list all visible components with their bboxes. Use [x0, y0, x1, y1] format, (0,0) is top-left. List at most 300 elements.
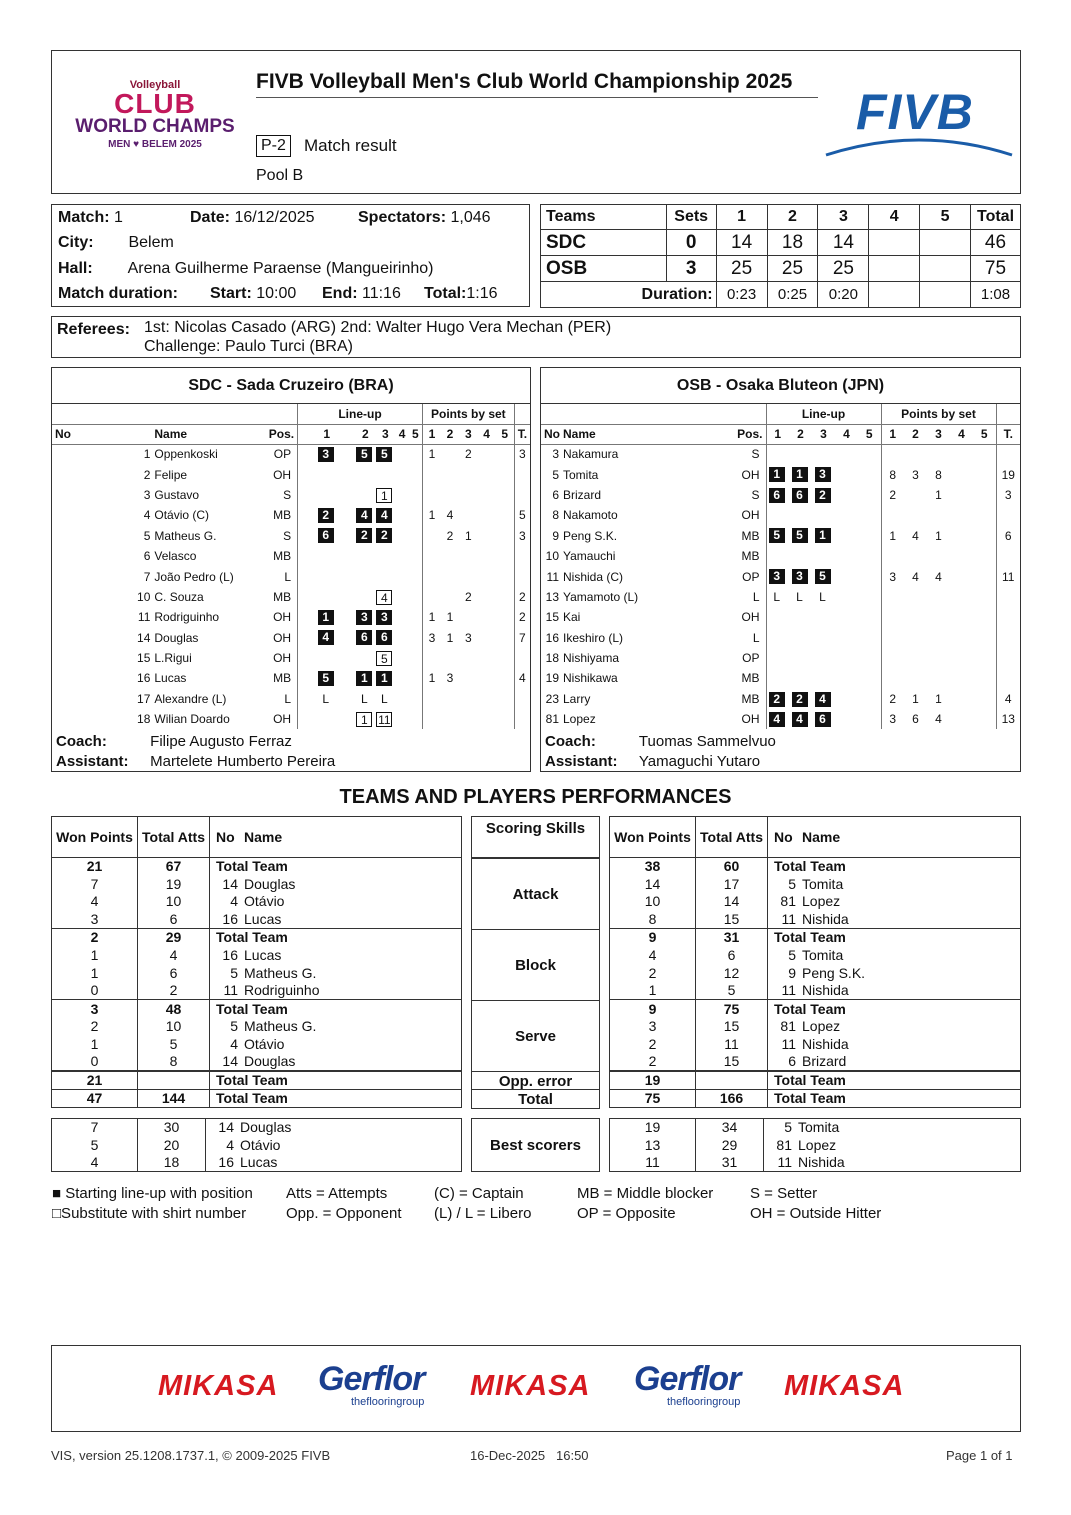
- total-points: [996, 607, 1020, 627]
- lineup-marker: 2: [356, 528, 372, 543]
- player-row: [541, 526, 1020, 546]
- match-info: Match: 1 Date: 16/12/2025 Spectators: 1,046 City: Belem Hall: Arena Guilherme Paraense (Mangueirinho) Match duration: Start: 10:00 End: 11:16 Total:1:16: [51, 204, 530, 307]
- set-points: 2: [464, 447, 472, 462]
- player-name: C. Souza: [154, 589, 204, 604]
- set-points: [477, 505, 495, 525]
- player-number: 6: [552, 487, 559, 502]
- set-points: [904, 668, 927, 688]
- set-points: 2: [446, 528, 454, 543]
- player-stat-row: [610, 982, 1021, 1000]
- set-points: [496, 566, 514, 586]
- lineup-marker: L: [796, 589, 803, 604]
- total-points: [514, 485, 530, 505]
- total-points: [514, 464, 530, 484]
- player-row: [52, 485, 530, 505]
- performance-title: TEAMS AND PLAYERS PERFORMANCES: [339, 786, 732, 808]
- set-points: [459, 464, 477, 484]
- player-name: Otávio: [244, 893, 285, 910]
- set-points: [973, 628, 996, 648]
- won-points: 1: [52, 946, 138, 964]
- set-points: [973, 689, 996, 709]
- city: Belem: [128, 234, 174, 251]
- set-points: [496, 628, 514, 648]
- set-points: [477, 587, 495, 607]
- player-position: OP: [742, 651, 760, 666]
- set-points: [422, 526, 440, 546]
- player-name: Lucas: [244, 946, 282, 963]
- player-position: L: [752, 589, 760, 604]
- team-total-row: [610, 1071, 1021, 1090]
- set-points: [459, 485, 477, 505]
- set-points: [496, 648, 514, 668]
- lineup-marker: 3: [318, 447, 334, 462]
- player-number: 5: [143, 528, 151, 543]
- player-stat-row: [52, 893, 462, 911]
- total-attempts: 18: [138, 1154, 206, 1172]
- set-points: [927, 628, 950, 648]
- player-name: Velasco: [154, 549, 197, 564]
- set-points: [441, 709, 459, 729]
- set-points: 1: [935, 691, 942, 706]
- set-points: 1: [935, 487, 942, 502]
- player-name: Otávio (C): [154, 508, 210, 523]
- team-b-roster: OSB - Osaka Bluteon (JPN) Line-up Points by set No Name Pos. 1 2 3 4 5 1 2 3 4 5 T. 3 Nakamura S 5 Tomita OH 1 1 3 8 3 8 19 6 Brizard S 6 6 2 2 1 3 8 Nakamoto OH 9 Peng S.K. MB 5 5 1 1 4 1 6 10 Yamauchi MB 11 Nishida (C) OP 3 3 5 3 4 4 11 13 Yamamoto (L) L L L L 15 Kai OH 16 Ikeshiro (L) L 18 Nishiyama OP 19 Nishikawa MB 23 Larry MB 2 2 4 2 1 1 4 81 Lopez OH 4 4 6 3 6 4 13 Coach: Tuomas Sammelvuo Assistant: Yamaguchi Yutaro: [540, 367, 1021, 772]
- total-attempts: 2: [138, 982, 210, 1000]
- won-points: 2: [610, 1035, 696, 1053]
- player-name: Lucas: [244, 911, 282, 928]
- player-number: 9: [552, 528, 559, 543]
- won-points: 11: [610, 1154, 696, 1172]
- player-row: [52, 648, 530, 668]
- set-points: [927, 505, 950, 525]
- total-attempts: 34: [696, 1119, 764, 1137]
- set-points: [973, 464, 996, 484]
- hall: Arena Guilherme Paraense (Mangueirinho): [127, 260, 434, 277]
- player-row: [541, 607, 1020, 627]
- won-points: 7: [52, 1119, 138, 1137]
- end-time: 11:16: [362, 285, 401, 302]
- sets-score-table: [540, 204, 1021, 308]
- roster-group-header: Line-up Points by set: [52, 404, 530, 424]
- lineup-marker: 2: [769, 692, 785, 707]
- lineup-marker: 3: [376, 610, 392, 625]
- footer-timestamp: 16-Dec-2025 16:50: [470, 1448, 589, 1463]
- total-attempts: 6: [696, 946, 768, 964]
- total-attempts: 67: [138, 858, 210, 876]
- won-points: 19: [610, 1071, 696, 1090]
- player-position: S: [283, 528, 292, 543]
- sets-team-row: OSB 3 25 25 25 75: [541, 256, 1021, 282]
- set-points: [973, 668, 996, 688]
- total-points: 3: [514, 444, 530, 464]
- shirt-number: 5: [230, 1018, 238, 1035]
- player-name: Total Team: [216, 1072, 288, 1089]
- player-stat-row: [52, 875, 462, 893]
- set-points: [477, 566, 495, 586]
- shirt-number: 6: [788, 1053, 796, 1070]
- set-points: [496, 607, 514, 627]
- player-row: [541, 485, 1020, 505]
- player-position: OH: [741, 467, 760, 482]
- total-attempts: 15: [696, 1018, 768, 1036]
- start-time: 10:00: [256, 285, 297, 302]
- set-points: [881, 444, 904, 464]
- lineup-marker: L: [773, 589, 781, 604]
- total-attempts: 29: [138, 929, 210, 947]
- set-points: [422, 566, 440, 586]
- lineup-marker: 1: [376, 488, 392, 503]
- coach-name: Tuomas Sammelvuo: [638, 733, 776, 750]
- total-points: 3: [514, 526, 530, 546]
- report-code: P-2: [256, 135, 291, 157]
- player-number: 11: [546, 569, 559, 584]
- set-points: [477, 464, 495, 484]
- player-position: OH: [273, 712, 292, 727]
- won-points: 9: [610, 929, 696, 947]
- set-points: [459, 546, 477, 566]
- shirt-number: 11: [781, 982, 796, 999]
- team-a-performance-table: [51, 816, 462, 1108]
- player-name: Nishida: [802, 911, 849, 928]
- won-points: 38: [610, 858, 696, 876]
- set-points: [422, 587, 440, 607]
- player-name: Alexandre (L): [154, 691, 227, 706]
- player-name: Douglas: [244, 875, 296, 892]
- player-row: [52, 566, 530, 586]
- won-points: 0: [52, 982, 138, 1000]
- won-points: 7: [52, 875, 138, 893]
- player-row: [541, 566, 1020, 586]
- player-position: OH: [273, 610, 292, 625]
- set-points: 1: [464, 528, 472, 543]
- set-points: [973, 526, 996, 546]
- roster-group-header: Line-up Points by set: [541, 404, 1020, 424]
- player-position: OH: [741, 610, 760, 625]
- player-row: [541, 668, 1020, 688]
- team-b-roster-table: [541, 404, 1020, 729]
- player-number: 7: [143, 569, 151, 584]
- set-points: [904, 607, 927, 627]
- lineup-marker: 1: [356, 671, 372, 686]
- total-points: 2: [514, 607, 530, 627]
- won-points: 9: [610, 1000, 696, 1018]
- won-points: 3: [52, 1000, 138, 1018]
- won-points: 47: [52, 1090, 138, 1108]
- lineup-marker: 4: [815, 692, 831, 707]
- total-attempts: 10: [138, 893, 210, 911]
- team-total-row: [52, 858, 462, 876]
- team-a-roster: SDC - Sada Cruzeiro (BRA) Line-up Points by set No Name Pos. 1 2 3 4 5 1 2 3 4 5 T. 1 Oppenkoski OP 3 5 5 1 2 3 2 Felipe OH 3 Gustavo S 1 4 Otávio (C) MB 2 4 4 1 4 5 5 Matheus G. S 6 2 2 2 1 3 6 Velasco MB 7 João Pedro (L) L 10 C. Souza MB 4 2 2 11 Rodriguinho OH 1 3 3 1 1 2 14 Douglas OH 4 6 6 3 1 3 7 15 L.Rigui OH 5 16 Lucas MB 5 1 1 1 3 4 17 Alexandre (L) L L L L 18 Wilian Doardo OH 1 11 Coach: Filipe Augusto Ferraz Assistant: Martelete Humberto Pereira: [51, 367, 531, 772]
- player-position: S: [283, 487, 292, 502]
- player-row: [541, 628, 1020, 648]
- total-points: 19: [996, 464, 1020, 484]
- team-b-performance-table: [609, 816, 1021, 1108]
- set-points: [422, 464, 440, 484]
- total-points: 13: [996, 709, 1020, 729]
- shirt-number: 14: [222, 875, 238, 892]
- skill-attack: Attack: [471, 858, 600, 930]
- lineup-marker: 3: [769, 569, 785, 584]
- shirt-number: 11: [781, 1035, 796, 1052]
- set-points: [496, 505, 514, 525]
- lineup-marker: 5: [356, 447, 372, 462]
- player-name: Total Team: [774, 1090, 846, 1107]
- set-points: [422, 485, 440, 505]
- shirt-number: 16: [222, 946, 238, 963]
- won-points: 2: [610, 1053, 696, 1071]
- won-points: 5: [52, 1136, 138, 1154]
- player-number: 3: [143, 487, 151, 502]
- total-attempts: 30: [138, 1119, 206, 1137]
- total-attempts: 31: [696, 1154, 764, 1172]
- total-attempts: 8: [138, 1053, 210, 1071]
- lineup-marker: 5: [376, 447, 392, 462]
- won-points: 4: [52, 893, 138, 911]
- won-points: 21: [52, 1071, 138, 1090]
- player-name: Matheus G.: [244, 1018, 317, 1035]
- set-points: [496, 709, 514, 729]
- total-attempts: 5: [696, 982, 768, 1000]
- fivb-swoosh-icon: [824, 83, 1014, 163]
- set-points: [927, 648, 950, 668]
- player-row: [52, 628, 530, 648]
- set-points: [459, 668, 477, 688]
- total-attempts: 6: [138, 911, 210, 929]
- player-name: João Pedro (L): [154, 569, 234, 584]
- set-points: [950, 526, 973, 546]
- total-points: 4: [996, 689, 1020, 709]
- set-points: [950, 709, 973, 729]
- player-stat-row: [52, 1018, 462, 1036]
- lineup-marker: 6: [376, 630, 392, 645]
- player-position: MB: [741, 691, 760, 706]
- assistant-name: Martelete Humberto Pereira: [150, 753, 336, 770]
- set-points: 3: [446, 671, 454, 686]
- player-stat-row: [52, 1035, 462, 1053]
- total-points: [996, 648, 1020, 668]
- lineup-marker: 3: [792, 569, 808, 584]
- total-points: [514, 546, 530, 566]
- player-row: [52, 444, 530, 464]
- player-row: [541, 444, 1020, 464]
- player-name: Lopez: [802, 1018, 841, 1035]
- set-points: 1: [422, 607, 440, 627]
- player-name: Total Team: [774, 1000, 846, 1017]
- lineup-marker: 2: [792, 692, 808, 707]
- fivb-logo: FIVB: [824, 83, 1014, 163]
- player-stat-row: [52, 1053, 462, 1071]
- player-row: [52, 526, 530, 546]
- lineup-marker: L: [360, 691, 368, 706]
- player-number: 18: [137, 712, 151, 727]
- set-points: [477, 709, 495, 729]
- team-total-row: [52, 1090, 462, 1108]
- best-scorer-row: [610, 1119, 1021, 1137]
- total-points: [514, 709, 530, 729]
- player-stat-row: [52, 964, 462, 982]
- lineup-marker: 1: [769, 467, 785, 482]
- set-points: [973, 709, 996, 729]
- team-a-roster-table: [52, 404, 530, 729]
- gerflor-logo: Gerflor theflooringroup: [634, 1360, 741, 1408]
- set-points: [950, 689, 973, 709]
- player-number: 81: [545, 712, 559, 727]
- set-points: [496, 464, 514, 484]
- coach-name: Filipe Augusto Ferraz: [150, 733, 292, 750]
- set-points: [477, 485, 495, 505]
- set-points: [950, 648, 973, 668]
- set-points: [496, 526, 514, 546]
- player-name: Kai: [563, 610, 581, 625]
- won-points: 19: [610, 1119, 696, 1137]
- shirt-number: 5: [788, 875, 796, 892]
- player-row: [541, 709, 1020, 729]
- player-position: S: [751, 487, 760, 502]
- total-attempts: 75: [696, 1000, 768, 1018]
- legend-roles: (C) = Captain (L) / L = Libero: [434, 1185, 532, 1222]
- player-name: Yamamoto (L): [563, 589, 639, 604]
- set-points: [973, 485, 996, 505]
- player-name: Nakamoto: [563, 508, 618, 523]
- set-points: [950, 566, 973, 586]
- lineup-marker: L: [819, 589, 826, 604]
- assistant-name: Yamaguchi Yutaro: [638, 753, 761, 770]
- player-name: Yamauchi: [563, 549, 616, 564]
- pool-label: Pool B: [256, 167, 304, 184]
- set-points: 4: [912, 528, 919, 543]
- lineup-marker: 1: [792, 467, 808, 482]
- total-attempts: 15: [696, 1053, 768, 1071]
- lineup-marker: 5: [769, 528, 785, 543]
- total-attempts: 20: [138, 1136, 206, 1154]
- player-position: MB: [273, 549, 292, 564]
- match-date: 16/12/2025: [234, 209, 315, 226]
- set-points: [904, 485, 927, 505]
- lineup-marker: 6: [356, 630, 372, 645]
- shirt-number: 5: [788, 946, 796, 963]
- mikasa-logo: MIKASA: [784, 1370, 905, 1402]
- player-name: Nishida: [798, 1154, 845, 1171]
- won-points: 13: [610, 1136, 696, 1154]
- skill-block: Block: [471, 929, 600, 1001]
- set-points: [477, 607, 495, 627]
- player-name: Lucas: [154, 671, 187, 686]
- set-points: [477, 628, 495, 648]
- player-row: [541, 689, 1020, 709]
- total-attempts: 6: [138, 964, 210, 982]
- total-points: [996, 505, 1020, 525]
- shirt-number: 9: [788, 964, 796, 981]
- set-points: 1: [935, 528, 942, 543]
- team-a-best-scorers: [51, 1118, 462, 1172]
- player-row: [52, 668, 530, 688]
- player-number: 3: [552, 447, 559, 462]
- player-name: Total Team: [216, 1000, 288, 1017]
- set-points: [496, 485, 514, 505]
- lineup-marker: 4: [376, 508, 392, 523]
- set-points: [950, 668, 973, 688]
- player-stat-row: [610, 1053, 1021, 1071]
- player-row: [52, 464, 530, 484]
- won-points: 10: [610, 893, 696, 911]
- set-points: [950, 607, 973, 627]
- set-points: [441, 587, 459, 607]
- roster-column-header: No Name Pos. 1 2 3 4 5 1 2 3 4 5 T.: [52, 424, 530, 444]
- sponsors-banner: [51, 1345, 1021, 1432]
- player-position: MB: [273, 508, 292, 523]
- player-name: Brizard: [802, 1053, 847, 1070]
- lineup-marker: 3: [356, 610, 372, 625]
- sets-duration-row: Duration: 0:23 0:25 0:20 1:08: [541, 282, 1021, 308]
- set-points: [477, 546, 495, 566]
- set-points: 1: [446, 630, 454, 645]
- set-points: [496, 689, 514, 709]
- total-attempts: 14: [696, 893, 768, 911]
- set-points: [422, 689, 440, 709]
- player-stat-row: [610, 875, 1021, 893]
- player-name: Nishikawa: [563, 671, 618, 686]
- player-name: Lucas: [240, 1154, 278, 1171]
- set-points: [973, 566, 996, 586]
- player-number: 11: [137, 610, 151, 625]
- total-attempts: 19: [138, 875, 210, 893]
- player-number: 18: [545, 651, 559, 666]
- player-number: 5: [552, 467, 559, 482]
- total-points: 5: [514, 505, 530, 525]
- player-name: Nishida: [802, 982, 849, 999]
- total-attempts: 48: [138, 1000, 210, 1018]
- set-points: [881, 546, 904, 566]
- player-position: MB: [741, 549, 760, 564]
- player-name: Nakamura: [563, 447, 619, 462]
- shirt-number: 16: [222, 911, 238, 928]
- skill-opp-error: Opp. error: [471, 1071, 600, 1090]
- player-name: Douglas: [244, 1053, 296, 1070]
- player-number: 17: [137, 691, 151, 706]
- player-stat-row: [610, 946, 1021, 964]
- set-points: [950, 485, 973, 505]
- player-name: Douglas: [240, 1119, 292, 1136]
- player-stat-row: [610, 964, 1021, 982]
- set-points: 6: [912, 712, 919, 727]
- set-points: [973, 607, 996, 627]
- set-points: [422, 709, 440, 729]
- team-total-row: [610, 1000, 1021, 1018]
- set-points: [441, 464, 459, 484]
- set-points: [496, 587, 514, 607]
- player-position: OH: [741, 712, 760, 727]
- player-position: OP: [742, 569, 760, 584]
- best-scorer-row: [52, 1154, 462, 1172]
- performance-header: Won Points Total Atts No Name: [610, 817, 1021, 858]
- skill-total: Total: [471, 1089, 600, 1109]
- set-points: [441, 566, 459, 586]
- lineup-marker: 4: [769, 712, 785, 727]
- won-points: 8: [610, 911, 696, 929]
- player-name: Peng S.K.: [563, 528, 618, 543]
- player-name: Matheus G.: [154, 528, 217, 543]
- player-name: Otávio: [240, 1136, 281, 1153]
- lineup-marker: 1: [318, 610, 334, 625]
- total-time: 1:16: [466, 285, 498, 302]
- player-position: MB: [273, 589, 292, 604]
- player-name: Lopez: [798, 1136, 837, 1153]
- set-points: [927, 546, 950, 566]
- lineup-marker: 1: [376, 671, 392, 686]
- set-points: 1: [422, 505, 440, 525]
- team-total-row: [52, 1000, 462, 1018]
- set-points: [477, 668, 495, 688]
